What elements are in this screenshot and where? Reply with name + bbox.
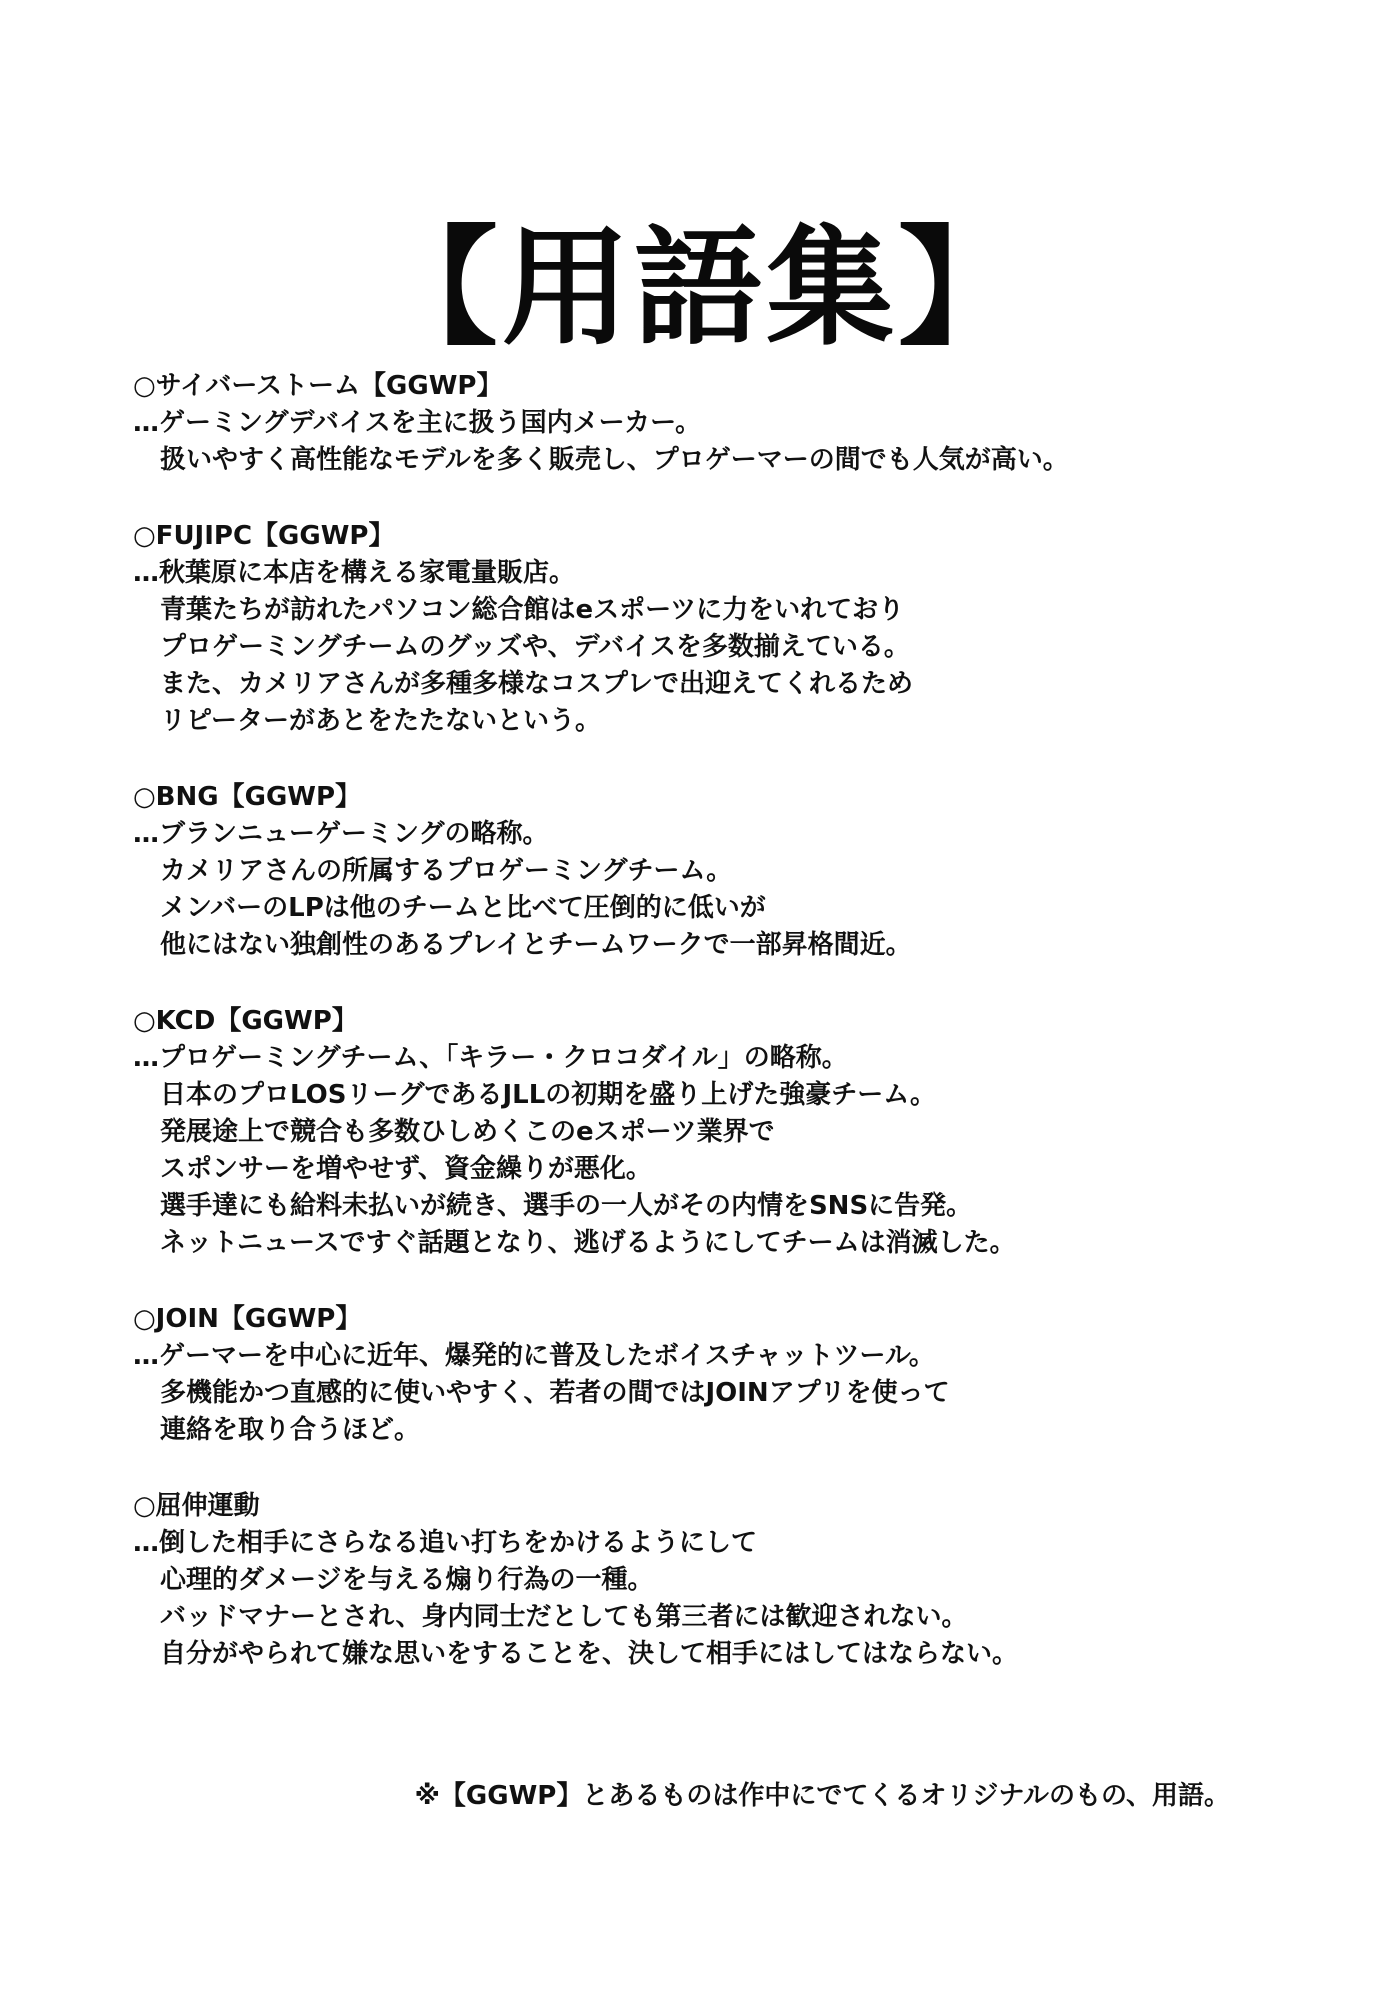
glossary-entry — [133, 779, 1313, 964]
glossary-term: ○JOIN【GGWP】 — [133, 1304, 362, 1334]
glossary-list — [133, 368, 1313, 1712]
description-line: 選手達にも給料未払いが続き、選手の一人がその内情をSNSに告発。 — [160, 1191, 973, 1221]
description-line: 発展途上で競合も多数ひしめくこのeスポーツ業界で — [160, 1117, 775, 1147]
glossary-term: ○FUJIPC【GGWP】 — [133, 521, 395, 551]
description-line: …ゲーマーを中心に近年、爆発的に普及したボイスチャットツール。 — [133, 1341, 935, 1371]
glossary-entry — [133, 1301, 1313, 1449]
glossary-entry — [133, 1003, 1313, 1262]
glossary-entry — [133, 368, 1313, 479]
description-line: 他にはない独創性のあるプレイとチームワークで一部昇格間近。 — [160, 930, 912, 960]
description-line: …プロゲーミングチーム、「キラー・クロコダイル」の略称。 — [133, 1043, 848, 1073]
glossary-description — [133, 1338, 1313, 1449]
description-line: 連絡を取り合うほど。 — [160, 1415, 421, 1445]
description-line: 多機能かつ直感的に使いやすく、若者の間ではJOINアプリを使って — [160, 1378, 950, 1408]
glossary-entry — [133, 1488, 1313, 1673]
glossary-term: ○KCD【GGWP】 — [133, 1006, 358, 1036]
glossary-description — [133, 816, 1313, 964]
description-line: …秋葉原に本店を構える家電量販店。 — [133, 558, 576, 588]
footnote: ※【GGWP】とあるものは作中にでてくるオリジナルのもの、用語。 — [414, 1781, 1230, 1811]
glossary-description — [133, 405, 1313, 479]
description-line: 扱いやすく高性能なモデルを多く販売し、プロゲーマーの間でも人気が高い。 — [160, 445, 1069, 475]
description-line: …ゲーミングデバイスを主に扱う国内メーカー。 — [133, 408, 702, 438]
glossary-entry — [133, 518, 1313, 740]
description-line: 青葉たちが訪れたパソコン総合館はeスポーツに力をいれており — [160, 595, 905, 625]
glossary-term: ○屈伸運動 — [133, 1491, 260, 1521]
description-line: 心理的ダメージを与える煽り行為の一種。 — [160, 1565, 654, 1595]
description-line: スポンサーを増やせず、資金繰りが悪化。 — [160, 1154, 652, 1184]
description-line: …ブランニューゲーミングの略称。 — [133, 819, 549, 849]
description-line: また、カメリアさんが多種多様なコスプレで出迎えてくれるため — [160, 669, 913, 699]
glossary-description — [133, 1525, 1313, 1673]
description-line: バッドマナーとされ、身内同士だとしても第三者には歓迎されない。 — [160, 1602, 968, 1632]
glossary-term: ○BNG【GGWP】 — [133, 782, 362, 812]
glossary-term: ○サイバーストーム【GGWP】 — [133, 371, 503, 401]
glossary-description — [133, 1040, 1313, 1262]
description-line: ネットニュースですぐ話題となり、逃げるようにしてチームは消滅した。 — [160, 1228, 1016, 1258]
page-title: 【用語集】 — [369, 213, 1030, 363]
description-line: メンバーのLPは他のチームと比べて圧倒的に低いが — [160, 893, 766, 923]
description-line: リピーターがあとをたたないという。 — [160, 706, 601, 736]
glossary-description — [133, 555, 1313, 740]
description-line: …倒した相手にさらなる追い打ちをかけるようにして — [133, 1528, 758, 1558]
description-line: 日本のプロLOSリーグであるJLLの初期を盛り上げた強豪チーム。 — [160, 1080, 937, 1110]
description-line: 自分がやられて嫌な思いをすることを、決して相手にはしてはならない。 — [160, 1639, 1019, 1669]
description-line: カメリアさんの所属するプロゲーミングチーム。 — [160, 856, 733, 886]
description-line: プロゲーミングチームのグッズや、デバイスを多数揃えている。 — [160, 632, 910, 662]
